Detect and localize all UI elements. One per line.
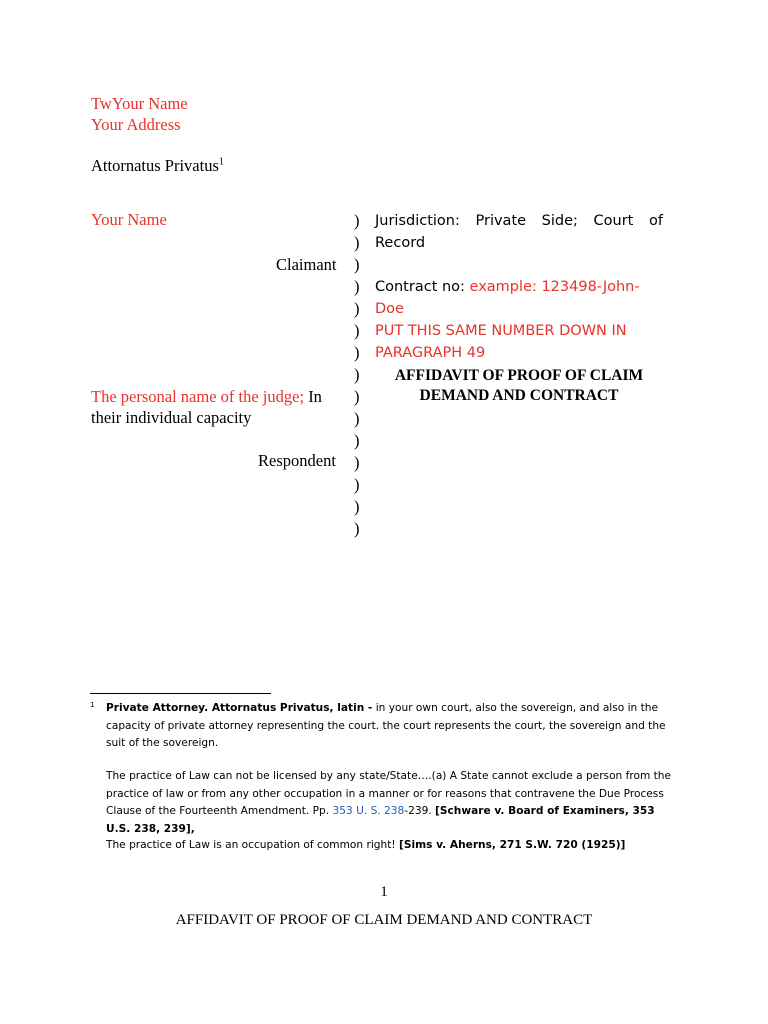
footnote-p3-cite: [Sims v. Aherns, 271 S.W. 720 (1925)]: [399, 839, 626, 851]
respondent-name-placeholder: The personal name of the judge;: [91, 387, 305, 406]
footnote-p2-text: The practice of Law can not be licensed by any state/State….(a) A State cannot exclude a person from the practice of law or from any other occupation in a manner or for reasons that contravene the Due Process Clause of the Fourteenth Amendment. Pp.: [106, 770, 672, 817]
case-link[interactable]: 353 U. S. 238: [332, 805, 405, 817]
paren: ): [354, 497, 360, 516]
address-line: Your Address: [91, 115, 181, 134]
name-line: TwYour Name: [91, 94, 188, 113]
contract-label: Contract no:: [375, 279, 470, 295]
paren: ): [354, 299, 360, 318]
jurisdiction-word: Side;: [541, 213, 578, 229]
footnote-paragraph-3: [106, 837, 676, 855]
jurisdiction-word: Court: [593, 213, 634, 229]
footer-title: AFFIDAVIT OF PROOF OF CLAIM DEMAND AND CONTRACT: [175, 912, 593, 928]
affidavit-title-line-1: AFFIDAVIT OF PROOF OF CLAIM: [394, 367, 644, 384]
attornatus-line: [91, 156, 224, 176]
jurisdiction-word: of: [648, 213, 663, 229]
affidavit-title-line-2: DEMAND AND CONTRACT: [419, 387, 619, 404]
paren: ): [354, 233, 360, 252]
contract-example: example: 123498-John-Doe: [375, 279, 640, 317]
paren: ): [354, 277, 360, 296]
paren: ): [354, 365, 360, 384]
claimant-label: Claimant: [276, 255, 337, 274]
jurisdiction-block: [375, 210, 663, 254]
affidavit-title: [372, 366, 666, 406]
jurisdiction-line-2: Record: [375, 235, 426, 251]
page-number: 1: [380, 884, 388, 900]
respondent-name-rest: In: [304, 387, 322, 406]
footnote-bold-lead: Private Attorney. Attornatus Privatus, latin -: [106, 702, 373, 714]
paren: ): [354, 519, 360, 538]
footnote-marker: 1: [90, 701, 95, 709]
paren: ): [354, 431, 360, 450]
paren: ): [354, 475, 360, 494]
footnote-paragraph-2: [106, 768, 676, 838]
contract-line: [375, 276, 663, 320]
paren: ): [354, 453, 360, 472]
paren: ): [354, 343, 360, 362]
contract-note-1: PUT THIS SAME NUMBER DOWN IN: [375, 323, 627, 339]
jurisdiction-line-1: [375, 210, 663, 232]
paren: ): [354, 409, 360, 428]
paren: ): [354, 321, 360, 340]
paren: ): [354, 255, 360, 274]
respondent-label: Respondent: [258, 451, 336, 470]
footnote-separator: [90, 693, 271, 694]
footnote-p2-after: -239.: [404, 805, 436, 817]
attornatus-text: Attornatus Privatus: [91, 156, 219, 175]
respondent-capacity: their individual capacity: [91, 408, 252, 427]
footnote-paragraph-1: [106, 700, 676, 753]
footnote-lead-rest: in your own court, also the sovereign, and also in the capacity of private attorney representing the court. the court represents the court, the sovereign and the suit of the sovereign.: [106, 702, 666, 749]
footnote-ref: 1: [218, 156, 224, 168]
claimant-name: Your Name: [91, 210, 167, 229]
jurisdiction-word: Private: [475, 213, 527, 229]
contract-note-2: PARAGRAPH 49: [375, 345, 486, 361]
paren: ): [354, 387, 360, 406]
contract-block: [375, 276, 663, 364]
respondent-name: [91, 387, 322, 407]
jurisdiction-word: Jurisdiction:: [375, 213, 460, 229]
footnote-p2-cite: [Schware v. Board of Examiners, 353 U.S. 238, 239],: [106, 805, 655, 835]
footnote-p3-text: The practice of Law is an occupation of common right!: [106, 839, 399, 851]
paren: ): [354, 211, 360, 230]
